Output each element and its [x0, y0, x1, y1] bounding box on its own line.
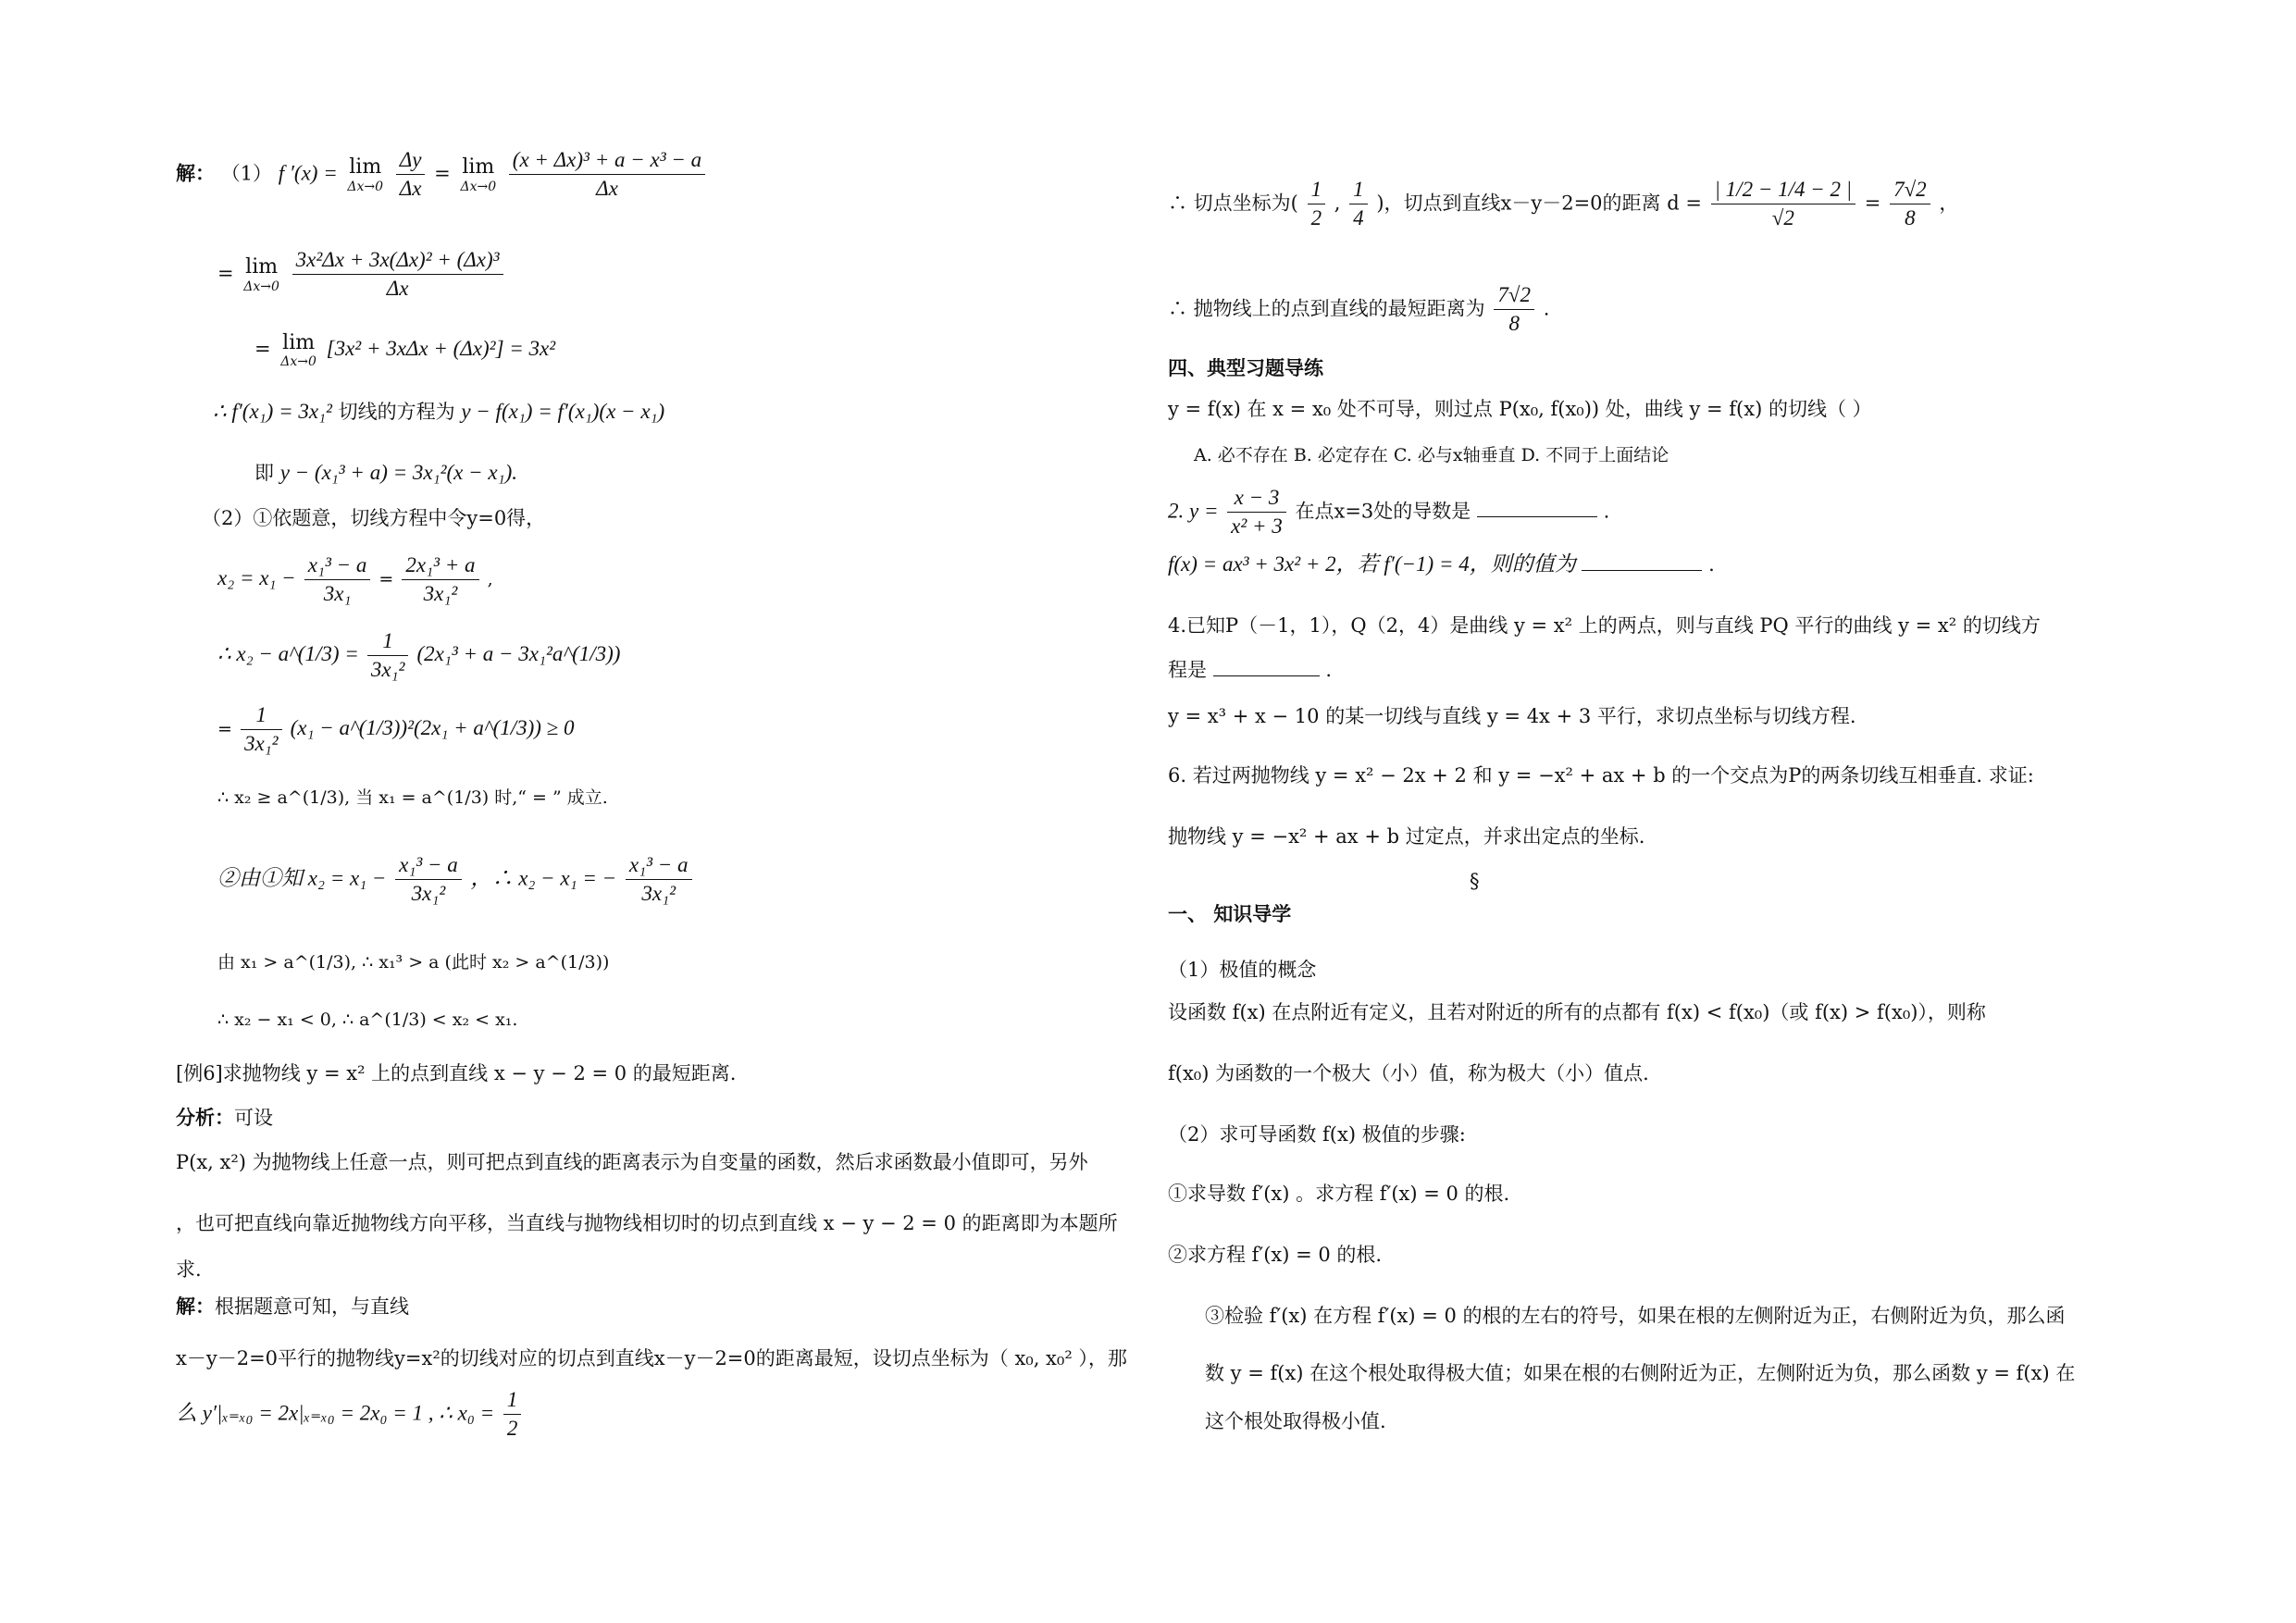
text: 根据题意可知，与直线 [215, 1295, 409, 1318]
text: 切线的方程为 [338, 401, 455, 423]
fraction: $\frac{\text{2x₁³ + a}}{\text{3x₁²}}$ [402, 553, 478, 607]
example-text: 求抛物线 y = x² 上的点到直线 x − y − 2 = 0 的最短距离. [222, 1062, 737, 1084]
analysis-line4: 求. [176, 1258, 202, 1281]
section1-title: 一、 知识导学 [1168, 902, 1292, 925]
knowledge-7: ③检验 f′(x) 在方程 f′(x) = 0 的根的左右的符号，如果在根的左侧附近为正，右侧附近为负，那么函 [1205, 1305, 2066, 1327]
fraction: $\frac{\text{x₁³ − a}}{\text{3x₁}}$ [304, 553, 371, 607]
question6-line2: 抛物线 y = −x² + ax + b 过定点，并求出定点的坐标. [1168, 825, 1645, 848]
answer-blank[interactable] [1582, 551, 1702, 571]
part-label: （1） [220, 162, 273, 185]
question2: 2. y = $\frac{x - 3}{\text{x² + 3}}$ 在点x=3处的导数是 . [1168, 486, 1610, 539]
solution-label: 解： [176, 161, 215, 185]
solution6-line2: x－y－2=0平行的抛物线y=x²的切线对应的切点到直线x－y－2=0的距离最短，设切点坐标为（ x₀, x₀² ），那 [176, 1347, 1127, 1369]
knowledge-5: ①求导数 f′(x) 。求方程 f′(x) = 0 的根. [1168, 1183, 1510, 1205]
fraction: $\frac{\text{3x²Δx + 3x(Δx)² + (Δx)³}}{\Delta x}$ [292, 248, 503, 302]
expression: ∴ f′(x₁) = 3x₁² [213, 400, 332, 423]
expression: y − (x₁³ + a) = 3x₁²(x − x₁). [279, 461, 517, 484]
knowledge-9: 这个根处取得极小值. [1205, 1410, 1386, 1432]
fraction: $\frac{\text{x₁³ − a}}{\text{3x₁²}}$ [626, 853, 692, 907]
solution2-intro: （2）①依题意，切线方程中令y=0得， [202, 507, 546, 529]
fraction: $\frac{1}{\text{3x₁²}}$ [241, 703, 282, 757]
limit: lim Δx→0 [347, 155, 384, 194]
fraction: $\frac{7√2}{8}$ [1890, 178, 1930, 231]
solution-label: 解： [176, 1295, 215, 1318]
expression: y − f(x₁) = f′(x₁)(x − x₁) [461, 400, 665, 423]
section-mark: § [1470, 870, 1480, 892]
solution1-line2 [217, 248, 506, 302]
analysis-line2: P(x, x²) 为抛物线上任意一点，则可把点到直线的距离表示为自变量的函数，然后求函数最小值即可，另外 [176, 1151, 1088, 1173]
expression: [3x² + 3xΔx + (Δx)²] = 3x² [326, 337, 556, 361]
equals: = [254, 338, 271, 361]
solution2-eq6: 由 x₁ > a^(1/3), ∴ x₁³ > a (此时 x₂ > a^(1/3)) [217, 952, 610, 973]
knowledge-2: 设函数 f(x) 在点附近有定义，且若对附近的所有的点都有 f(x) < f(x₀)（或 f(x) > f(x₀)），则称 [1168, 1001, 1986, 1023]
knowledge-4: （2）求可导函数 f(x) 极值的步骤: [1168, 1123, 1466, 1146]
fraction: $\frac{\text{x₁³ − a}}{\text{3x₁²}}$ [395, 853, 462, 907]
solution1-line4 [213, 400, 664, 424]
limit: lim Δx→0 [280, 331, 316, 370]
solution2-eq1: x₂ = x₁ − $\frac{\text{x₁³ − a}}{\text{3x₁}}$ = $\frac{\text{2x₁³ + a}}{\text{3x₁²}}$ , [217, 553, 493, 606]
fraction: $\frac{\Delta y}{\Delta x}$ [396, 148, 426, 202]
knowledge-3: f(x₀) 为函数的一个极大（小）值，称为极大（小）值点. [1168, 1062, 1649, 1084]
question1-options: A. 必不存在 B. 必定存在 C. 必与x轴垂直 D. 不同于上面结论 [1194, 445, 1669, 465]
fraction: $\frac{\text{(x + Δx)³ + a − x³ − a}}{\Delta x}$ [509, 148, 705, 202]
analysis-line3: ，也可把直线向靠近抛物线方向平移，当直线与抛物线相切时的切点到直线 x − y − 2 = 0 的距离即为本题所 [176, 1212, 1118, 1234]
equals: = [434, 162, 451, 185]
limit: lim Δx→0 [460, 155, 497, 194]
shortest-distance-line: ∴ 抛物线上的点到直线的最短距离为 $\frac{7√2}{8}$ . [1168, 283, 1550, 336]
text: 可设 [234, 1107, 273, 1129]
fraction: $\frac{1}{\text{3x₁²}}$ [367, 629, 409, 683]
equals: = [217, 262, 234, 285]
solution2-eq5: ②由①知 x₂ = x₁ − $\frac{\text{x₁³ − a}}{\text{3x₁²}}$ ，∴ x₂ − x₁ = − $\frac{\text{x₁³ − a}}{\text{3x₁²}}$ [217, 853, 695, 907]
analysis-label: 分析： [176, 1106, 234, 1129]
solution2-eq2: ∴ x₂ − a^(1/3) = $\frac{1}{\text{3x₁²}}$ (2x₁³ + a − 3x₁²a^(1/3)) [217, 629, 621, 682]
solution6-line3: 么 y′|ₓ₌ₓ₀ = 2x|ₓ₌ₓ₀ = 2x₀ = 1 , ∴ x₀ = $\frac{1}{2}$ [176, 1388, 524, 1442]
question1: y = f(x) 在 x = x₀ 处不可导，则过点 P(x₀, f(x₀)) 处，曲线 y = f(x) 的切线（ ） [1168, 398, 1872, 420]
fraction: $\frac{1}{2}$ [1308, 178, 1326, 231]
question6-line1: 6. 若过两抛物线 y = x² − 2x + 2 和 y = −x² + ax + b 的一个交点为P的两条切线互相垂直. 求证: [1168, 764, 2034, 787]
answer-blank[interactable] [1213, 657, 1320, 676]
question5: y = x³ + x − 10 的某一切线与直线 y = 4x + 3 平行，求切点坐标与切线方程. [1168, 705, 1856, 727]
analysis-line1 [176, 1107, 273, 1129]
solution2-eq3: = $\frac{1}{\text{3x₁²}}$ (x₁ − a^(1/3))²(2x₁ + a^(1/3)) ≥ 0 [217, 703, 575, 756]
solution2-eq7: ∴ x₂ − x₁ < 0, ∴ a^(1/3) < x₂ < x₁. [217, 1010, 518, 1030]
fraction: $\frac{| 1/2 - 1/4 - 2 |}{√2}$ [1711, 178, 1855, 231]
fraction: $\frac{7√2}{8}$ [1494, 283, 1534, 337]
fraction: $\frac{1}{4}$ [1349, 178, 1368, 231]
answer-blank[interactable] [1477, 498, 1597, 517]
knowledge-1: （1）极值的概念 [1168, 959, 1317, 981]
knowledge-8: 数 y = f(x) 在这个根处取得极大值；如果在根的右侧附近为正，左侧附近为负，那么函数 y = f(x) 在 [1205, 1362, 2076, 1384]
knowledge-6: ②求方程 f′(x) = 0 的根. [1168, 1244, 1383, 1266]
fraction: $\frac{1}{2}$ [503, 1388, 522, 1442]
example6 [176, 1062, 736, 1084]
solution6-line1 [176, 1295, 409, 1318]
tangent-point-line: ∴ 切点坐标为( $\frac{1}{2}$ , $\frac{1}{4}$ )，切点到直线x－y－2=0的距离 d = $\frac{| 1/2 - 1/4 - 2 |}{√2}$ = $\frac{7√2}{8}$ ， [1168, 178, 1959, 230]
limit: lim Δx→0 [243, 255, 279, 294]
text: 即 [254, 462, 274, 484]
solution2-eq4: ∴ x₂ ≥ a^(1/3), 当 x₁ = a^(1/3) 时,“ = ” 成立. [217, 787, 608, 808]
question4-line2: 程是 . [1168, 659, 1333, 681]
example-label: [例6] [176, 1062, 223, 1084]
fraction: $\frac{x - 3}{\text{x² + 3}}$ [1227, 486, 1286, 539]
question3: f(x) = ax³ + 3x² + 2，若 f′(−1) = 4，则的值为 . [1168, 552, 1715, 576]
solution1-line3 [254, 331, 555, 369]
question4-line1: 4.已知P（－1，1），Q（2，4）是曲线 y = x² 上的两点，则与直线 PQ 平行的曲线 y = x² 的切线方 [1168, 614, 2041, 637]
derivative-lhs: f ′(x) = [278, 161, 338, 185]
section4-title: 四、典型习题导练 [1168, 356, 1323, 379]
solution1-line5 [254, 461, 517, 485]
solution1-line1 [176, 148, 708, 202]
